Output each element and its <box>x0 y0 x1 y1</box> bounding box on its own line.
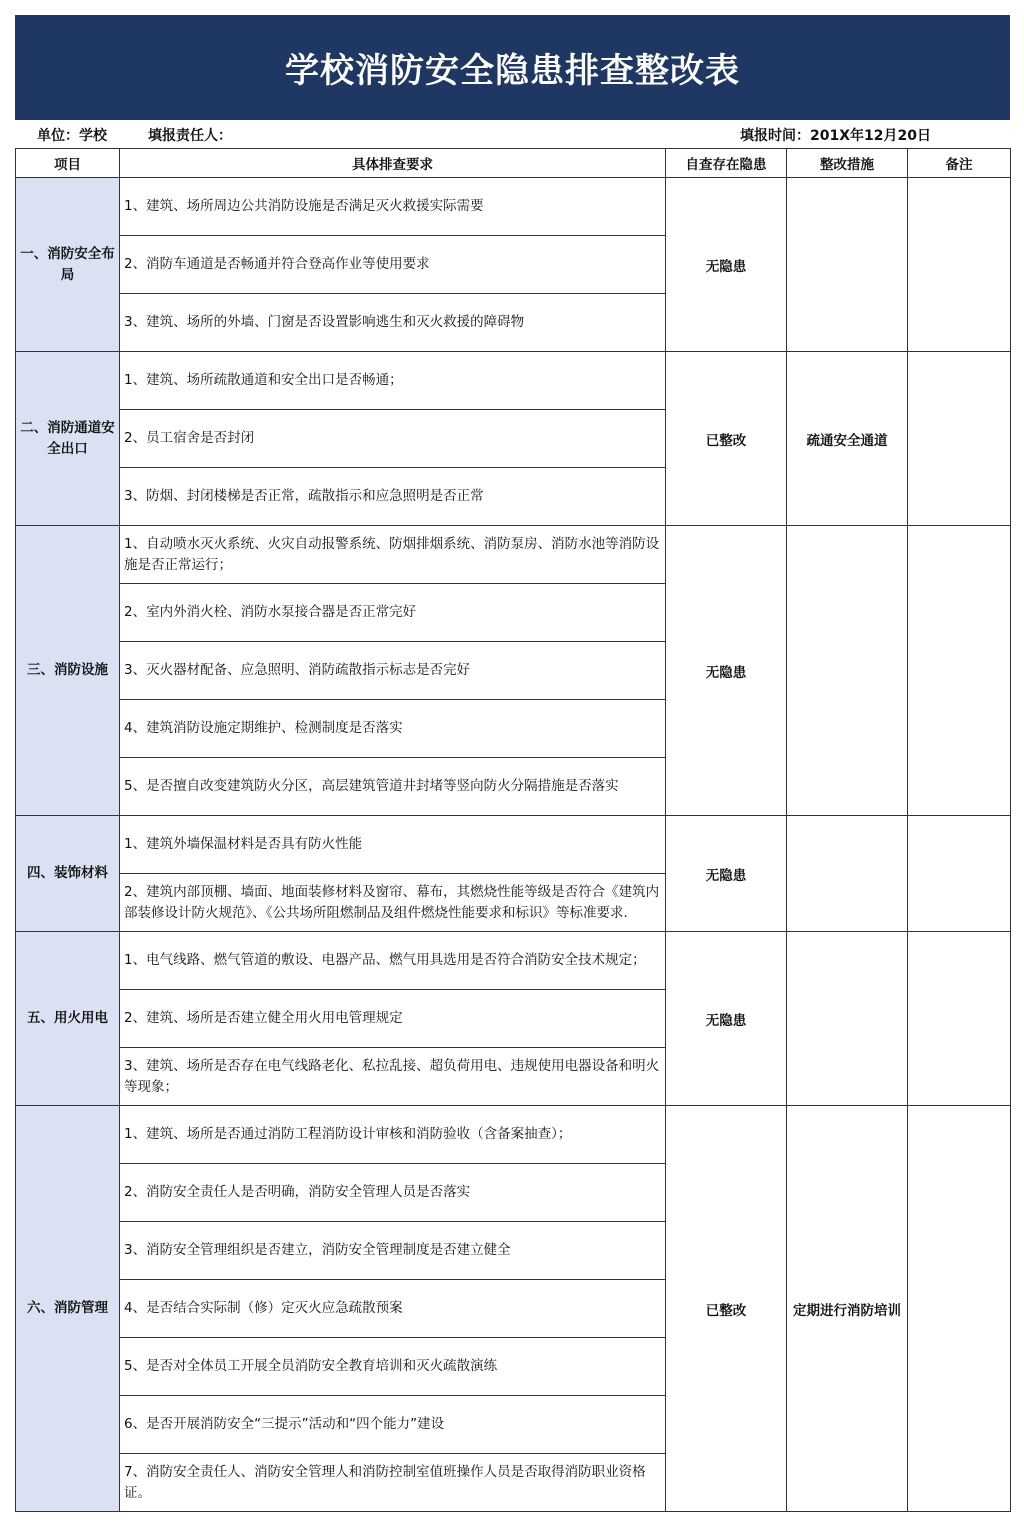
requirement-cell: 5、是否对全体员工开展全员消防安全教育培训和灭火疏散演练 <box>120 1338 666 1396</box>
hazard-cell: 已整改 <box>666 352 787 526</box>
section-name: 五、用火用电 <box>16 932 120 1106</box>
measure-cell: 定期进行消防培训 <box>787 1106 908 1512</box>
table-row <box>16 352 1011 410</box>
requirement-cell: 1、建筑、场所是否通过消防工程消防设计审核和消防验收（含备案抽查）； <box>120 1106 666 1164</box>
requirement-cell: 4、是否结合实际制（修）定灭火应急疏散预案 <box>120 1280 666 1338</box>
requirement-cell: 2、建筑内部顶棚、墙面、地面装修材料及窗帘、幕布，其燃烧性能等级是否符合《建筑内部装修设计防火规范》、《公共场所阻燃制品及组件燃烧性能要求和标识》等标准要求. <box>120 874 666 932</box>
section-name: 六、消防管理 <box>16 1106 120 1512</box>
header-hazard: 自查存在隐患 <box>666 149 787 178</box>
requirement-cell: 2、消防车通道是否畅通并符合登高作业等使用要求 <box>120 236 666 294</box>
requirement-cell: 5、是否擅自改变建筑防火分区，高层建筑管道井封堵等竖向防火分隔措施是否落实 <box>120 758 666 816</box>
note-cell <box>908 816 1011 932</box>
requirement-cell: 2、室内外消火栓、消防水泵接合器是否正常完好 <box>120 584 666 642</box>
hazard-cell: 无隐患 <box>666 932 787 1106</box>
table-row <box>16 178 1011 236</box>
note-cell <box>908 178 1011 352</box>
requirement-cell: 2、消防安全责任人是否明确，消防安全管理人员是否落实 <box>120 1164 666 1222</box>
requirement-cell: 1、建筑、场所疏散通道和安全出口是否畅通； <box>120 352 666 410</box>
requirement-cell: 3、防烟、封闭楼梯是否正常，疏散指示和应急照明是否正常 <box>120 468 666 526</box>
table-row <box>16 1106 1011 1164</box>
table-row <box>16 932 1011 990</box>
header-measure: 整改措施 <box>787 149 908 178</box>
title-banner <box>15 15 1010 120</box>
requirement-cell: 4、建筑消防设施定期维护、检测制度是否落实 <box>120 700 666 758</box>
requirement-cell: 2、员工宿舍是否封闭 <box>120 410 666 468</box>
table-body <box>16 178 1011 1512</box>
date-label: 填报时间：201X年12月20日 <box>740 128 931 144</box>
header-item: 项目 <box>16 149 120 178</box>
requirement-cell: 2、建筑、场所是否建立健全用火用电管理规定 <box>120 990 666 1048</box>
measure-cell <box>787 932 908 1106</box>
requirement-cell: 1、建筑、场所周边公共消防设施是否满足灭火救援实际需要 <box>120 178 666 236</box>
table-row <box>16 816 1011 874</box>
section-name: 四、装饰材料 <box>16 816 120 932</box>
measure-cell: 疏通安全通道 <box>787 352 908 526</box>
measure-cell <box>787 526 908 816</box>
hazard-cell: 无隐患 <box>666 526 787 816</box>
page-title: 学校消防安全隐患排查整改表 <box>285 51 740 91</box>
measure-cell <box>787 816 908 932</box>
inspection-table <box>15 148 1011 1512</box>
section-name: 二、消防通道安全出口 <box>16 352 120 526</box>
responsible-label: 填报责任人： <box>148 128 232 144</box>
requirement-cell: 1、自动喷水灭火系统、火灾自动报警系统、防烟排烟系统、消防泵房、消防水池等消防设施是否正常运行； <box>120 526 666 584</box>
requirement-cell: 7、消防安全责任人、消防安全管理人和消防控制室值班操作人员是否取得消防职业资格证。 <box>120 1454 666 1512</box>
requirement-cell: 3、消防安全管理组织是否建立，消防安全管理制度是否建立健全 <box>120 1222 666 1280</box>
section-name: 一、消防安全布局 <box>16 178 120 352</box>
requirement-cell: 6、是否开展消防安全“三提示”活动和“四个能力”建设 <box>120 1396 666 1454</box>
note-cell <box>908 1106 1011 1512</box>
requirement-cell: 3、建筑、场所的外墙、门窗是否设置影响逃生和灭火救援的障碍物 <box>120 294 666 352</box>
header-requirement: 具体排查要求 <box>120 149 666 178</box>
note-cell <box>908 526 1011 816</box>
requirement-cell: 1、电气线路、燃气管道的敷设、电器产品、燃气用具选用是否符合消防安全技术规定； <box>120 932 666 990</box>
requirement-cell: 1、建筑外墙保温材料是否具有防火性能 <box>120 816 666 874</box>
unit-label: 单位：学校 <box>37 128 107 144</box>
hazard-cell: 无隐患 <box>666 178 787 352</box>
table-header-row <box>16 149 1011 178</box>
section-name: 三、消防设施 <box>16 526 120 816</box>
note-cell <box>908 932 1011 1106</box>
hazard-cell: 已整改 <box>666 1106 787 1512</box>
requirement-cell: 3、灭火器材配备、应急照明、消防疏散指示标志是否完好 <box>120 642 666 700</box>
requirement-cell: 3、建筑、场所是否存在电气线路老化、私拉乱接、超负荷用电、违规使用电器设备和明火等现象； <box>120 1048 666 1106</box>
header-note: 备注 <box>908 149 1011 178</box>
form-meta <box>15 120 1010 148</box>
hazard-cell: 无隐患 <box>666 816 787 932</box>
table-row <box>16 526 1011 584</box>
note-cell <box>908 352 1011 526</box>
measure-cell <box>787 178 908 352</box>
